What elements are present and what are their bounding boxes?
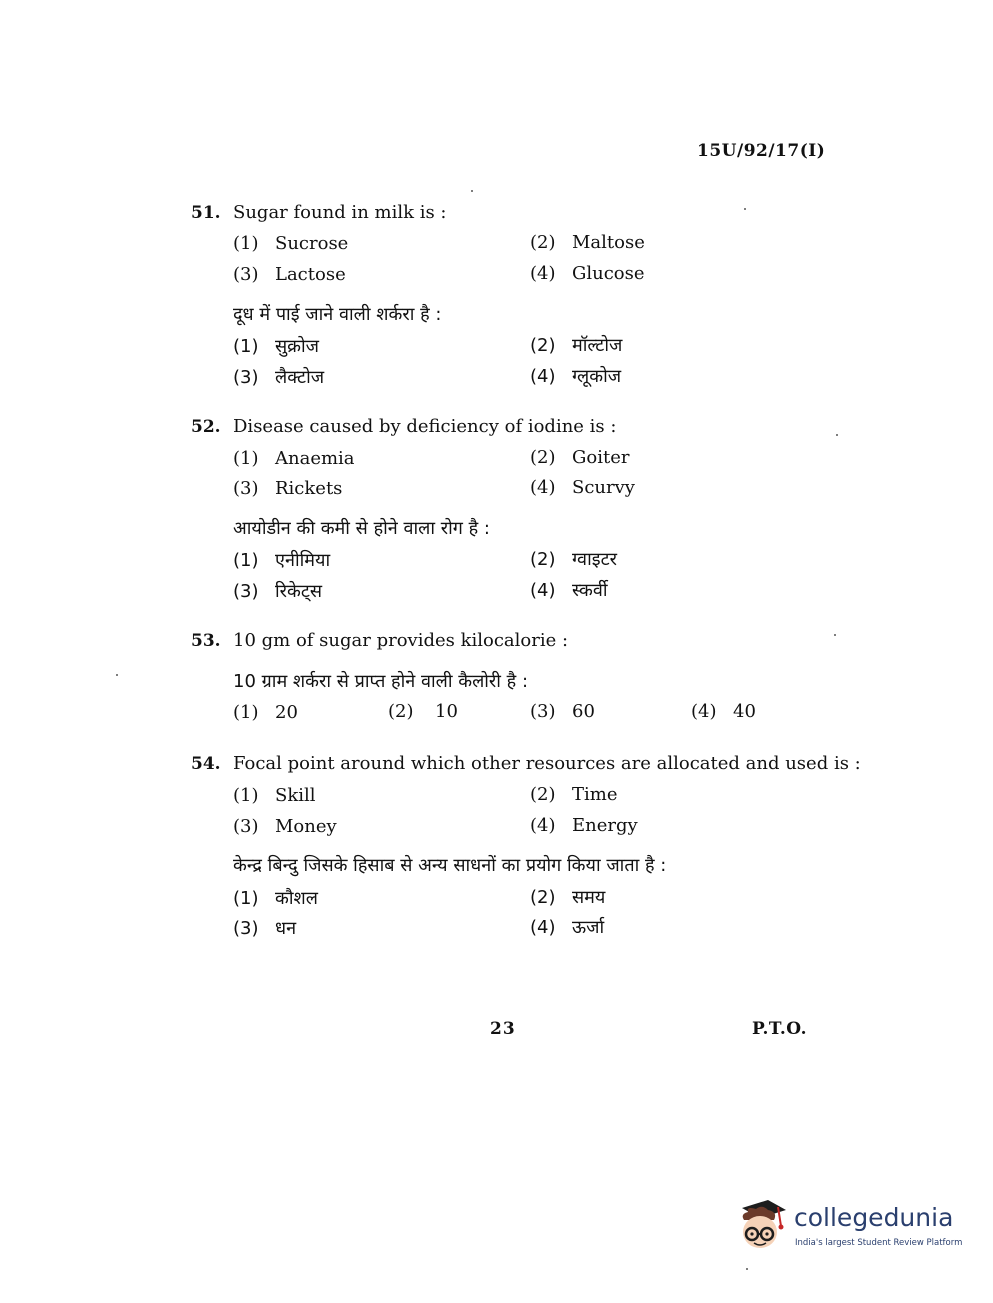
option: (3) 60 (530, 701, 595, 722)
option-hi: (1) एनीमिया (233, 550, 331, 571)
option-hi: (1) सुक्रोज (233, 336, 320, 357)
option: (4) Energy (530, 815, 638, 836)
question-text-hi: आयोडीन की कमी से होने वाला रोग है : (233, 518, 490, 539)
pto-label: P.T.O. (752, 1019, 807, 1039)
mascot-icon (734, 1194, 792, 1260)
paper-code: 15U/92/17(I) (697, 141, 826, 161)
option: (4) 40 (691, 701, 756, 722)
question-number: 54. (191, 754, 221, 774)
question-text-en: Focal point around which other resources are allocated and used is : (233, 753, 861, 774)
scan-speck (746, 1268, 748, 1270)
option-hi: (2) मॉल्टोज (530, 335, 623, 356)
option: (3) Money (233, 816, 337, 837)
option: (2) 10 (388, 701, 458, 722)
option-hi: (3) लैक्टोज (233, 367, 325, 388)
option: (1) Skill (233, 785, 316, 806)
option-hi: (4) ग्लूकोज (530, 366, 622, 387)
scan-speck (836, 434, 838, 436)
question-text-en: 10 gm of sugar provides kilocalorie : (233, 630, 569, 651)
question-text-hi: 10 ग्राम शर्करा से प्राप्त होने वाली कैलोरी है : (233, 671, 529, 692)
scan-speck (834, 634, 836, 636)
option-hi: (2) समय (530, 887, 606, 908)
option: (3) Lactose (233, 264, 346, 285)
question-text-hi: दूध में पाई जाने वाली शर्करा है : (233, 304, 442, 325)
option: (1) 20 (233, 702, 298, 723)
brand-name: collegedunia (794, 1203, 954, 1232)
page-number: 23 (490, 1019, 516, 1039)
option-hi: (2) ग्वाइटर (530, 549, 617, 570)
question-number: 51. (191, 203, 221, 223)
question-text-en: Disease caused by deficiency of iodine is : (233, 416, 617, 437)
option: (4) Scurvy (530, 477, 635, 498)
option: (2) Maltose (530, 232, 645, 253)
question-number: 53. (191, 631, 221, 651)
option: (4) Glucose (530, 263, 645, 284)
option-hi: (3) रिकेट्स (233, 581, 323, 602)
option-hi: (3) धन (233, 918, 297, 939)
option-hi: (4) स्कर्वी (530, 580, 608, 601)
question-text-en: Sugar found in milk is : (233, 202, 447, 223)
brand-tagline: India's largest Student Review Platform (795, 1238, 963, 1248)
option: (2) Goiter (530, 447, 630, 468)
question-number: 52. (191, 417, 221, 437)
collegedunia-logo (734, 1194, 963, 1260)
scan-speck (116, 674, 118, 676)
question-text-hi: केन्द्र बिन्दु जिसके हिसाब से अन्य साधनों का प्रयोग किया जाता है : (233, 855, 667, 876)
option-hi: (4) ऊर्जा (530, 917, 605, 938)
scan-speck (471, 190, 473, 192)
option-hi: (1) कौशल (233, 888, 318, 909)
option: (3) Rickets (233, 478, 343, 499)
scan-speck (744, 208, 746, 210)
option: (1) Anaemia (233, 448, 355, 469)
option: (1) Sucrose (233, 233, 349, 254)
option: (2) Time (530, 784, 618, 805)
